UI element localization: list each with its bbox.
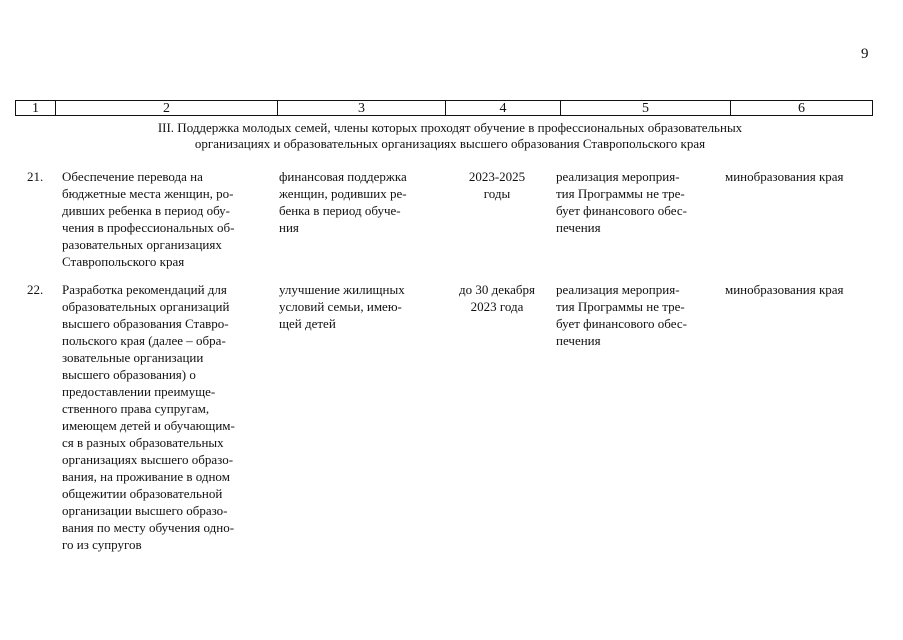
funding-cell: реализация мероприя- тия Программы не тре- бует финансового обес- печения [556,169,687,235]
goal-cell: улучшение жилищных условий семьи, имею- щей детей [279,282,405,331]
header-cell-6: 6 [798,101,805,116]
row-number: 21. [27,169,44,184]
header-cell-1: 1 [16,101,56,115]
row-number: 22. [27,282,44,297]
page-number: 9 [861,46,869,62]
header-cell-4: 4 [446,101,561,115]
header-cell-3: 3 [278,101,446,115]
section-title [80,120,820,152]
header-cell-5: 5 [561,101,731,115]
responsible-cell: минобразования края [725,169,844,184]
activity-cell: Разработка рекомендаций для образовательных организаций высшего образования Ставро- польского края (далее – обра- зовательные организации высшего образования) о предоставлении преимуще- ственного права супругам, имеющем детей и обучающим- ся в разных образовательных организациях высшего образо- вания, на проживание в одном общежитии образовательной организации высшего образо- вания по месту обучения одно- го из супругов [62,282,235,552]
activity-cell: Обеспечение перевода на бюджетные места женщин, ро- дивших ребенка в период обу- чения в профессиональных об- разовательных организациях Ставропольского края [62,169,235,269]
funding-cell: реализация мероприя- тия Программы не тре- бует финансового обес- печения [556,282,687,348]
section-title-line-2: организациях и образовательных организациях высшего образования Ставропольского края [194,136,706,151]
goal-cell: финансовая поддержка женщин, родивших ре- бенка в период обуче- ния [279,169,407,235]
table-header-row [15,100,873,116]
deadline-cell: до 30 декабря 2023 года [459,282,535,314]
deadline-cell: 2023-2025 годы [468,169,526,201]
header-cell-2: 2 [56,101,278,115]
section-title-line-1: III. Поддержка молодых семей, члены которых проходят обучение в профессиональных образовательных [157,120,743,135]
responsible-cell: минобразования края [725,282,844,297]
